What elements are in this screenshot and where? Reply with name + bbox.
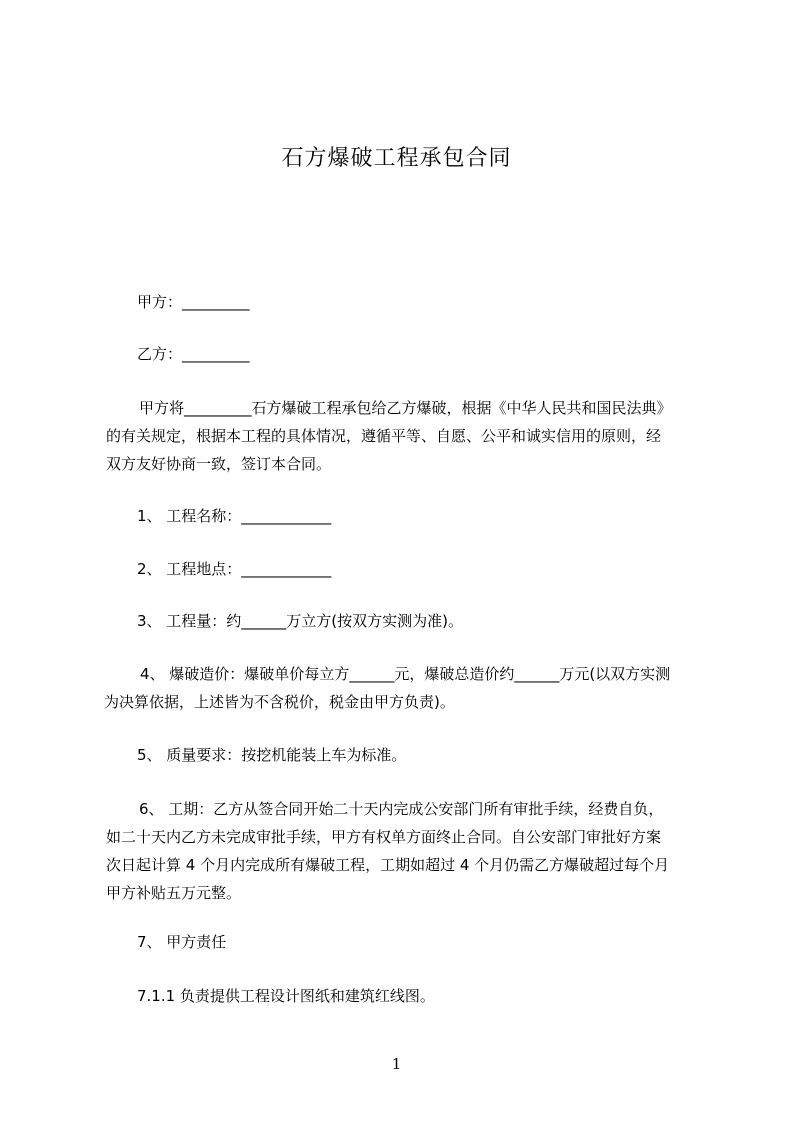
clause-4-line: 4、 爆破造价：爆破单价每立方______元，爆破总造价约______万元(以双方实测 xyxy=(140,665,671,683)
clause-6-line: 次日起计算 4 个月内完成所有爆破工程，工期如超过 4 个月仍需乙方爆破超过每个月 xyxy=(106,856,670,874)
clause-6-line: 6、 工期：乙方从签合同开始二十天内完成公安部门所有审批手续，经费自负， xyxy=(139,800,664,818)
clause-4-cost xyxy=(104,660,670,716)
clause-7-party-a-duties: 7、 甲方责任 xyxy=(137,933,227,951)
intro-line: 双方友好协商一致，签订本合同。 xyxy=(106,455,332,473)
clause-7-1-1: 7.1.1 负责提供工程设计图纸和建筑红线图。 xyxy=(137,987,435,1005)
clause-6-schedule xyxy=(106,795,669,907)
clause-2-project-location: 2、 工程地点：____________ xyxy=(137,560,332,578)
clause-6-line: 甲方补贴五万元整。 xyxy=(106,884,242,902)
intro-paragraph xyxy=(106,394,672,478)
intro-line: 甲方将_________石方爆破工程承包给乙方爆破，根据《中华人民共和国民法典》 xyxy=(139,399,672,417)
party-b-line: 乙方：_________ xyxy=(137,345,250,363)
clause-1-project-name: 1、 工程名称：____________ xyxy=(137,507,332,525)
party-a-line: 甲方：_________ xyxy=(137,293,250,311)
clause-6-line: 如二十天内乙方未完成审批手续，甲方有权单方面终止合同。自公安部门审批好方案 xyxy=(106,828,662,846)
document-title: 石方爆破工程承包合同 xyxy=(281,146,512,171)
clause-4-line: 为决算依据，上述皆为不含税价，税金由甲方负责)。 xyxy=(104,693,455,711)
clause-5-quality: 5、 质量要求：按挖机能装上车为标准。 xyxy=(137,746,407,764)
page-number: 1 xyxy=(391,1055,402,1073)
intro-line: 的有关规定，根据本工程的具体情况，遵循平等、自愿、公平和诚实信用的原则，经 xyxy=(106,427,662,445)
clause-3-quantity: 3、 工程量：约______万立方(按双方实测为准)。 xyxy=(137,612,464,630)
